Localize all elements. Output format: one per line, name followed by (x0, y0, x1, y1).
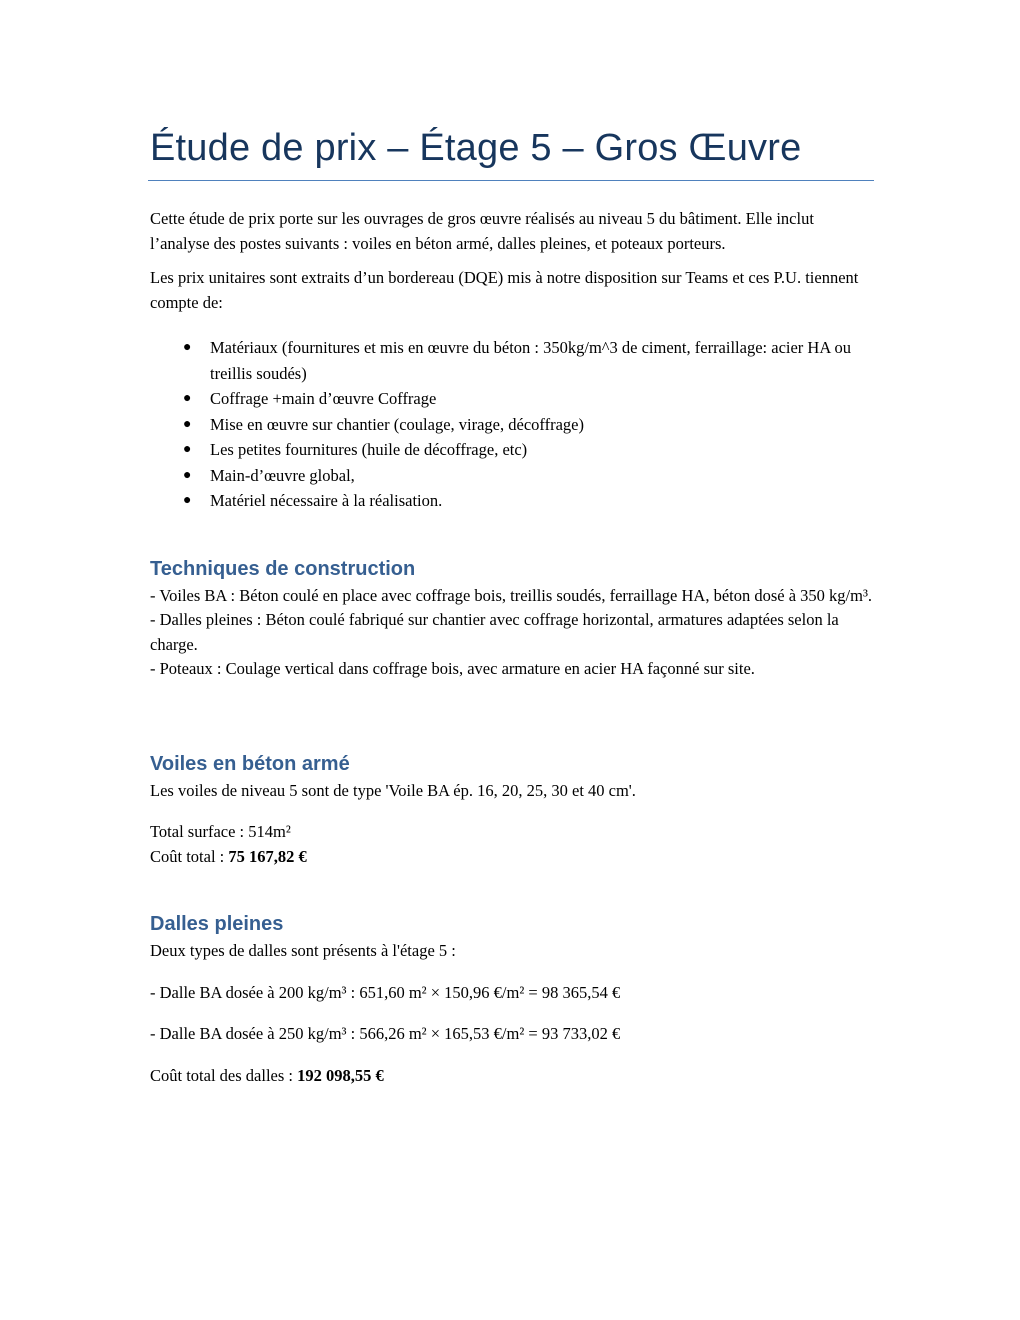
document-title: Étude de prix – Étage 5 – Gros Œuvre (150, 127, 802, 169)
dalles-total-label: Coût total des dalles : (150, 1065, 298, 1085)
bullet-icon: ● (183, 442, 192, 457)
bullet-icon: ● (183, 416, 192, 432)
bullet-icon: ● (183, 493, 192, 508)
list-item (150, 412, 874, 438)
list-item-text: Les petites fournitures (huile de décoffrage, etc) (210, 440, 528, 459)
list-item-text: Matériaux (fournitures et mis en œuvre du béton : 350kg/m^3 de ciment, ferraillage: acier HA ou treillis soudés) (210, 338, 851, 383)
technique-dalles: - Dalles pleines : Béton coulé fabriqué sur chantier avec coffrage horizontal, armatures adaptées selon la charge. (150, 610, 839, 654)
list-item (150, 463, 874, 489)
title-underline (148, 180, 874, 181)
dalles-total-value: 192 098,55 € (297, 1065, 384, 1085)
list-item (150, 335, 874, 386)
document-body (150, 120, 874, 1088)
intro-paragraph-2: Les prix unitaires sont extraits d’un bordereau (DQE) mis à notre disposition sur Teams et ces P.U. tiennent compte de: (150, 268, 859, 312)
bullet-icon: ● (183, 391, 192, 406)
list-item (150, 386, 874, 412)
voiles-cost-value: 75 167,82 € (228, 846, 307, 866)
voiles-description: Les voiles de niveau 5 sont de type 'Voile BA ép. 16, 20, 25, 30 et 40 cm'. (150, 780, 636, 800)
techniques-heading: Techniques de construction (150, 557, 416, 580)
dalle-200-line: - Dalle BA dosée à 200 kg/m³ : 651,60 m² × 150,96 €/m² = 98 365,54 € (150, 982, 621, 1002)
list-item-text: Coffrage +main d’œuvre Coffrage (210, 389, 437, 408)
bullet-icon: ● (183, 340, 192, 355)
list-item (150, 488, 874, 514)
voiles-cost (150, 845, 874, 870)
list-item-text: Matériel nécessaire à la réalisation. (210, 491, 443, 510)
list-item-text: Main-d’œuvre global, (210, 465, 355, 485)
bullet-icon: ● (183, 467, 192, 483)
cost-components-list (150, 335, 874, 514)
voiles-heading: Voiles en béton armé (150, 752, 350, 775)
technique-poteaux: - Poteaux : Coulage vertical dans coffrage bois, avec armature en acier HA façonné sur site. (150, 659, 755, 678)
technique-voiles: - Voiles BA : Béton coulé en place avec coffrage bois, treillis soudés, ferraillage HA, béton dosé à 350 kg/m³. (150, 585, 873, 605)
dalles-heading: Dalles pleines (150, 913, 284, 935)
list-item-text: Mise en œuvre sur chantier (coulage, virage, décoffrage) (210, 414, 584, 434)
dalles-intro: Deux types de dalles sont présents à l'étage 5 : (150, 941, 456, 960)
voiles-surface: Total surface : 514m² (150, 822, 291, 841)
intro-paragraph-1: Cette étude de prix porte sur les ouvrages de gros œuvre réalisés au niveau 5 du bâtiment. Elle inclut l’analyse des postes suivants : voiles en béton armé, dalles pleines, et poteaux porteurs. (150, 209, 814, 253)
dalle-250-line: - Dalle BA dosée à 250 kg/m³ : 566,26 m² × 165,53 €/m² = 93 733,02 € (150, 1024, 621, 1043)
list-item (150, 437, 874, 463)
voiles-cost-label: Coût total : (150, 846, 229, 866)
dalles-total (150, 1064, 874, 1089)
